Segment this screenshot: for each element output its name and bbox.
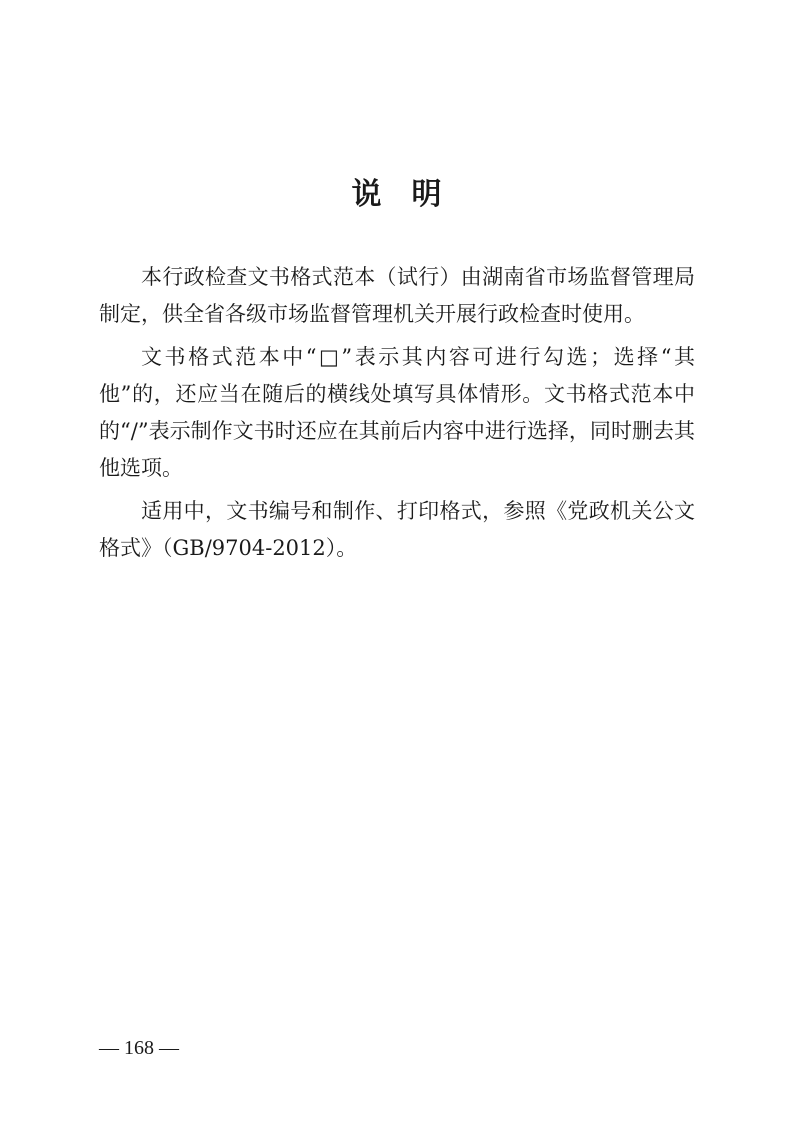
page-title: 说明 — [351, 177, 472, 212]
paragraph-format: 适用中，文书编号和制作、打印格式，参照《党政机关公文格式》（GB/9704-2012）。 — [99, 499, 695, 560]
document-body — [99, 259, 695, 573]
page-number: — 168 — — [99, 1037, 179, 1059]
paragraph-symbols: 文书格式范本中“□”表示其内容可进行勾选；选择“其他”的，还应当在随后的横线处填写具体情形。文书格式范本中的“/”表示制作文书时还应在其前后内容中进行选择，同时删去其他选项。 — [99, 345, 695, 480]
paragraph-intro: 本行政检查文书格式范本（试行）由湖南省市场监督管理局制定，供全省各级市场监督管理机关开展行政检查时使用。 — [99, 265, 695, 326]
